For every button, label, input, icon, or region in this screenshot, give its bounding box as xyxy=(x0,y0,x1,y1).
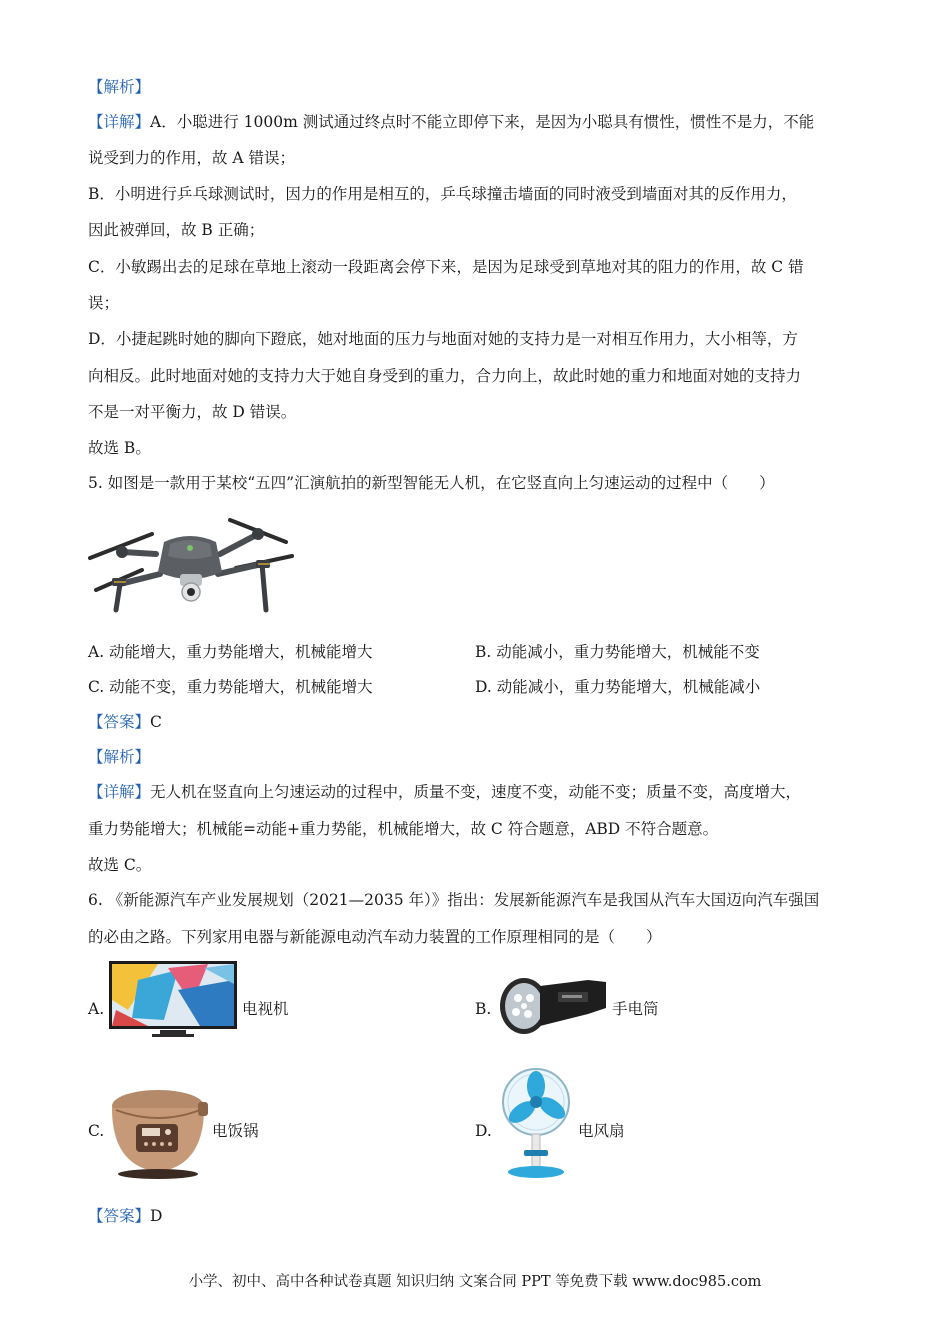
q4-detail-line-5: C．小敏踢出去的足球在草地上滚动一段距离会停下来，是因为足球受到草地对其的阻力的作用，故 C 错 xyxy=(88,258,804,276)
page-footer: 小学、初中、高中各种试卷真题 知识归纳 文案合同 PPT 等免费下载 www.doc985.com xyxy=(188,1274,762,1290)
q5-detail-line-2: 重力势能增大；机械能=动能+重力势能，机械能增大，故 C 符合题意，ABD 不符合题意。 xyxy=(88,820,719,838)
q6-option-c-label: 电饭锅 xyxy=(212,1122,259,1140)
q4-detail-line-9: 不是一对平衡力，故 D 错误。 xyxy=(88,403,297,421)
q6-option-d-letter: D. xyxy=(475,1122,492,1140)
q5-option-b: B. 动能减小，重力势能增大，机械能不变 xyxy=(475,643,760,661)
q6-option-a-letter: A. xyxy=(88,1000,105,1018)
q4-detail-line-6: 误； xyxy=(88,294,120,312)
drone-icon xyxy=(86,512,296,622)
q5-detail-line-1: 【详解】无人机在竖直向上匀速运动的过程中，质量不变，速度不变，动能不变；质量不变，高度增大， xyxy=(88,783,802,801)
television-icon xyxy=(108,960,238,1040)
detail-tag: 【详解】 xyxy=(88,113,151,131)
q4-detail-line-7: D．小捷起跳时她的脚向下蹬底，她对地面的压力与地面对她的支持力是一对相互作用力，大小相等，方 xyxy=(88,330,798,348)
q5-analysis-tag: 【解析】 xyxy=(88,748,151,766)
q6-option-b-letter: B. xyxy=(475,1000,492,1018)
analysis-tag: 【解析】 xyxy=(88,78,151,96)
q5-option-c: C. 动能不变，重力势能增大，机械能增大 xyxy=(88,678,373,696)
drone-image xyxy=(86,512,296,622)
q6-option-c-letter: C. xyxy=(88,1122,105,1140)
q5-conclusion: 故选 C。 xyxy=(88,856,152,874)
q4-detail-line-1: 【详解】A．小聪进行 1000m 测试通过终点时不能立即停下来，是因为小聪具有惯性，惯性不是力，不能 xyxy=(88,113,815,131)
answer-value: C xyxy=(150,713,162,731)
q5-option-d: D. 动能减小，重力势能增大，机械能减小 xyxy=(475,678,761,696)
q5-option-a: A. 动能增大，重力势能增大，机械能增大 xyxy=(88,643,373,661)
q4-detail-line-4: 因此被弹回，故 B 正确； xyxy=(88,221,265,239)
detail-tag: 【详解】 xyxy=(88,783,151,801)
q5-answer xyxy=(88,712,162,732)
answer-value: D xyxy=(150,1207,163,1225)
rice-cooker-icon xyxy=(106,1086,210,1180)
q6-option-b-label: 手电筒 xyxy=(612,1000,659,1018)
q4-detail-line-8: 向相反。此时地面对她的支持力大于她自身受到的重力，合力向上，故此时她的重力和地面对她的支持力 xyxy=(88,367,802,385)
electric-fan-icon xyxy=(500,1066,572,1180)
answer-tag: 【答案】 xyxy=(88,1207,151,1225)
q6-stem-line-2: 的必由之路。下列家用电器与新能源电动汽车动力装置的工作原理相同的是（ ） xyxy=(88,928,662,946)
answer-tag: 【答案】 xyxy=(88,713,151,731)
q4-detail-line-3: B．小明进行乒乓球测试时，因力的作用是相互的，乒乓球撞击墙面的同时液受到墙面对其的反作用力， xyxy=(88,185,797,203)
q6-answer xyxy=(88,1206,162,1226)
q6-stem-line-1: 6. 《新能源汽车产业发展规划（2021—2035 年）》指出：发展新能源汽车是我国从汽车大国迈向汽车强国 xyxy=(88,891,820,909)
q6-option-a-label: 电视机 xyxy=(242,1000,289,1018)
q6-option-d-label: 电风扇 xyxy=(578,1122,625,1140)
q4-conclusion: 故选 B。 xyxy=(88,439,151,457)
flashlight-icon xyxy=(496,968,608,1040)
q5-stem: 5. 如图是一款用于某校“五四”汇演航拍的新型智能无人机，在它竖直向上匀速运动的过程中（ ） xyxy=(88,474,775,492)
q4-detail-line-2: 说受到力的作用，故 A 错误； xyxy=(88,149,296,167)
